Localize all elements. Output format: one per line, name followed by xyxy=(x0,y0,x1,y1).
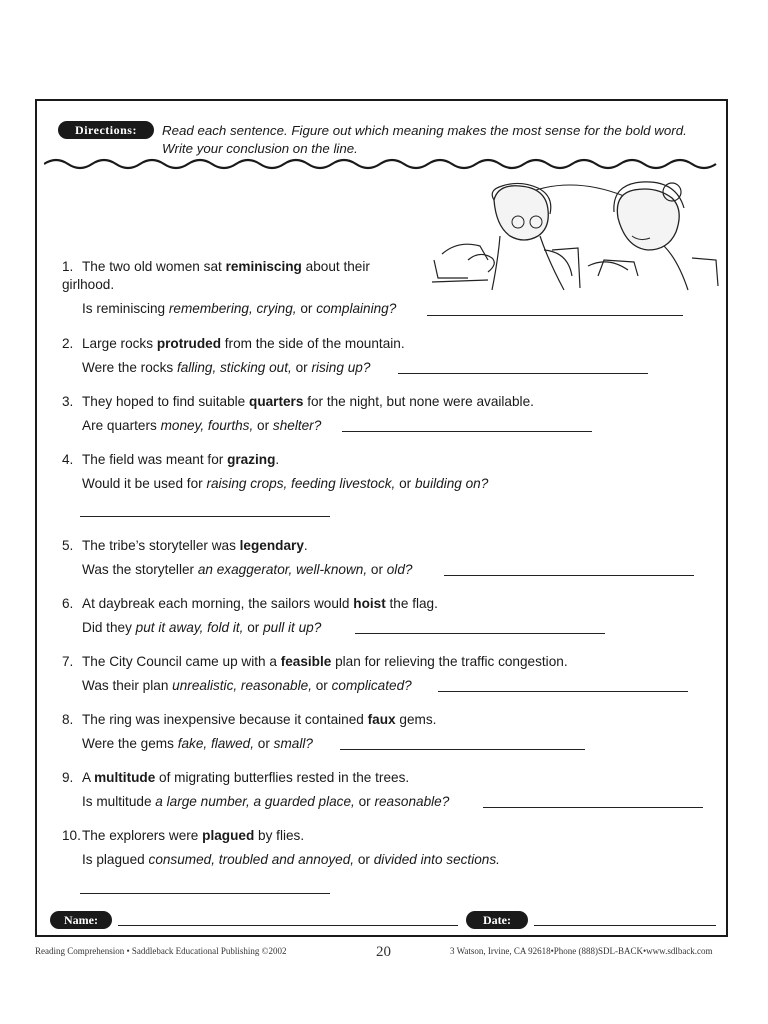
answer-line-10[interactable] xyxy=(80,893,330,894)
answer-line-2[interactable] xyxy=(398,373,648,374)
question-7: 7. The City Council came up with a feasible plan for relieving the traffic congestion. xyxy=(62,654,568,669)
question-2: 2. Large rocks protruded from the side of the mountain. xyxy=(62,336,405,351)
question-8: 8. The ring was inexpensive because it contained faux gems. xyxy=(62,712,437,727)
directions-text: Read each sentence. Figure out which meaning makes the most sense for the bold word. Write your conclusion on the line. xyxy=(162,123,687,156)
name-line[interactable] xyxy=(118,925,458,926)
page-number: 20 xyxy=(376,944,391,960)
answer-line-6[interactable] xyxy=(355,633,605,634)
answer-line-3[interactable] xyxy=(342,431,592,432)
wavy-divider xyxy=(44,154,719,172)
name-badge: Name: xyxy=(50,911,112,929)
question-4: 4. The field was meant for grazing. xyxy=(62,452,280,467)
question-7-prompt: Was their plan unrealistic, reasonable, or complicated? xyxy=(82,678,412,693)
question-9: 9. A multitude of migrating butterflies rested in the trees. xyxy=(62,770,410,785)
question-6-prompt: Did they put it away, fold it, or pull it up? xyxy=(82,620,322,635)
question-3-prompt: Are quarters money, fourths, or shelter? xyxy=(82,418,322,433)
two-women-illustration xyxy=(428,180,720,292)
question-9-prompt: Is multitude a large number, a guarded place, or reasonable? xyxy=(82,794,450,809)
question-2-prompt: Were the rocks falling, sticking out, or rising up? xyxy=(82,360,371,375)
question-3: 3. They hoped to find suitable quarters for the night, but none were available. xyxy=(62,394,534,409)
date-line[interactable] xyxy=(534,925,716,926)
answer-line-7[interactable] xyxy=(438,691,688,692)
answer-line-4[interactable] xyxy=(80,516,330,517)
answer-line-9[interactable] xyxy=(483,807,703,808)
footer-publisher: Reading Comprehension • Saddleback Educational Publishing ©2002 xyxy=(35,946,287,956)
question-8-prompt: Were the gems fake, flawed, or small? xyxy=(82,736,313,751)
answer-line-8[interactable] xyxy=(340,749,585,750)
question-1: 1. The two old women sat reminiscing about their girlhood. xyxy=(62,259,370,292)
question-5-prompt: Was the storyteller an exaggerator, well-known, or old? xyxy=(82,562,413,577)
question-6: 6. At daybreak each morning, the sailors would hoist the flag. xyxy=(62,596,438,611)
directions-badge: Directions: xyxy=(58,121,154,139)
question-10-prompt: Is plagued consumed, troubled and annoyed, or divided into sections. xyxy=(82,852,500,867)
answer-line-5[interactable] xyxy=(444,575,694,576)
question-1-prompt: Is reminiscing remembering, crying, or complaining? xyxy=(82,301,397,316)
footer-contact: 3 Watson, Irvine, CA 92618•Phone (888)SDL-BACK•www.sdlback.com xyxy=(450,946,713,956)
question-5: 5. The tribe’s storyteller was legendary. xyxy=(62,538,308,553)
question-4-prompt: Would it be used for raising crops, feeding livestock, or building on? xyxy=(82,476,489,491)
question-10: 10.The explorers were plagued by flies. xyxy=(62,828,305,843)
date-badge: Date: xyxy=(466,911,528,929)
answer-line-1[interactable] xyxy=(427,315,683,316)
